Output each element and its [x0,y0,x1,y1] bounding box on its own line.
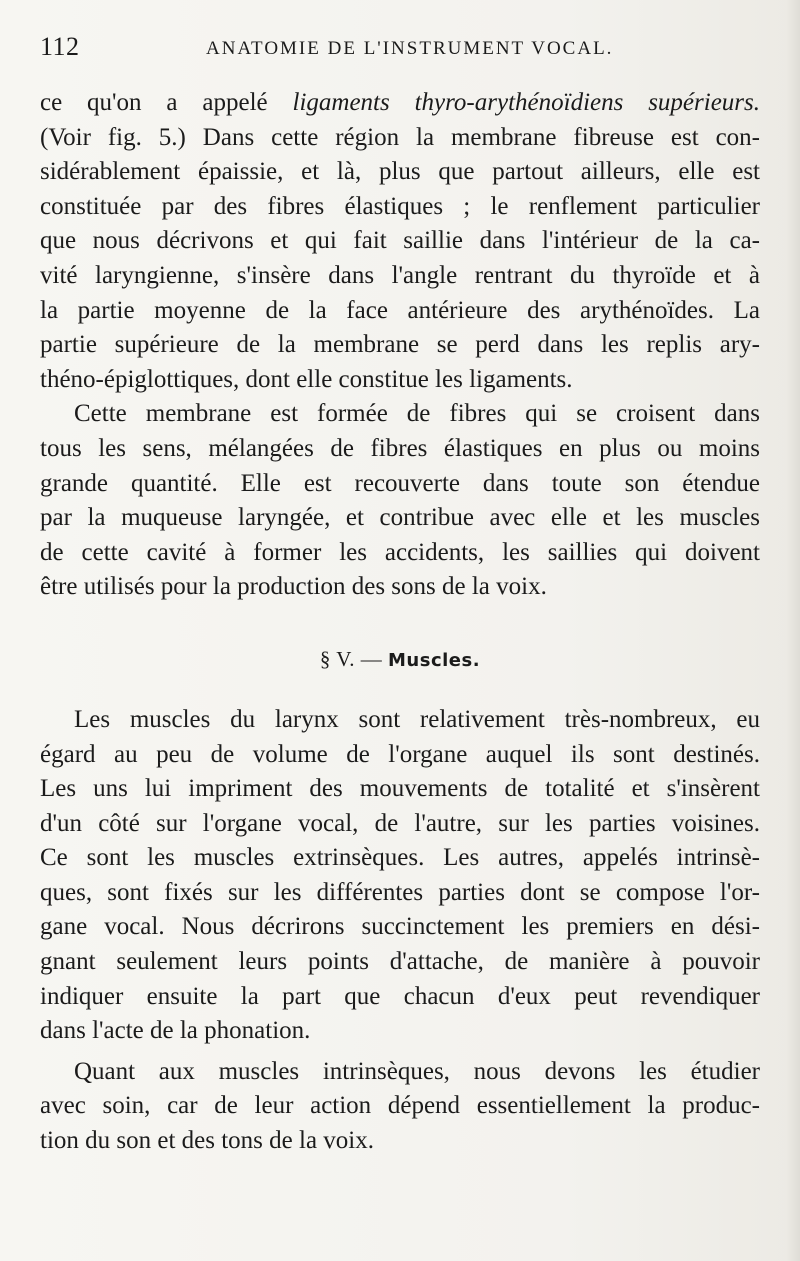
section-number: § V. — [319,646,389,671]
italic-term: ligaments thyro-arythénoïdiens supérieurs. [292,89,761,116]
text-line: tion du son et des tons de la voix. [40,1127,374,1155]
text-line: d'un côté sur l'organe vocal, de l'autre, sur les parties voisines. [40,809,760,837]
paragraph-2 [40,397,760,605]
text-line: partie supérieure de la membrane se perd dans les replis ary- [40,331,760,359]
text-line: théno-épiglottiques, dont elle constitue les ligaments. [40,365,573,393]
page-number: 112 [40,32,80,61]
text-line: par la muqueuse laryngée, et contribue avec elle et les muscles [40,504,760,532]
text-line: dans l'acte de la phonation. [40,1017,311,1045]
text-line: avec soin, car de leur action dépend essentiellement la produc- [40,1092,760,1120]
text-line: vité laryngienne, s'insère dans l'angle rentrant du thyroïde et à [40,261,760,289]
text-line: grande quantité. Elle est recouverte dans toute son étendue [40,469,760,497]
text-line: Cette membrane est formée de fibres qui se croisent dans [74,400,760,428]
section-title: Muscles. [388,649,481,671]
text-line: la partie moyenne de la face antérieure des arythénoïdes. La [40,296,760,324]
text-run: ce qu'on a appelé [40,89,293,116]
text-line: constituée par des fibres élastiques ; le renflement particulier [40,192,760,220]
text-line: être utilisés pour la production des sons de la voix. [40,573,547,601]
text-line: égard au peu de volume de l'organe auquel ils sont destinés. [40,740,760,768]
text-line [40,86,760,121]
text-line: Quant aux muscles intrinsèques, nous devons les étudier [74,1057,760,1085]
paragraph-4 [40,1055,760,1159]
text-line: (Voir fig. 5.) Dans cette région la membrane fibreuse est con- [40,123,760,151]
page-edge-shadow [786,0,800,1261]
paragraph-3 [40,703,760,1049]
paragraph-1 [40,86,760,397]
text-line: de cette cavité à former les accidents, les saillies qui doivent [40,538,760,566]
text-line: Les muscles du larynx sont relativement très-nombreux, eu [74,705,760,733]
text-line: indiquer ensuite la part que chacun d'eux peut revendiquer [40,982,760,1010]
page-header [40,32,760,72]
text-line: gane vocal. Nous décrirons succinctement les premiers en dési- [40,913,760,941]
section-heading [40,639,760,679]
text-line: gnant seulement leurs points d'attache, de manière à pouvoir [40,948,760,976]
running-head: ANATOMIE DE L'INSTRUMENT VOCAL. [206,38,614,59]
text-line: tous les sens, mélangées de fibres élastiques en plus ou moins [40,434,760,462]
text-line: que nous décrivons et qui fait saillie dans l'intérieur de la ca- [40,227,760,255]
text-line: sidérablement épaissie, et là, plus que partout ailleurs, elle est [40,158,760,186]
text-line: Les uns lui impriment des mouvements de totalité et s'insèrent [40,775,760,803]
text-line: ques, sont fixés sur les différentes parties dont se compose l'or- [40,878,760,906]
text-line: Ce sont les muscles extrinsèques. Les autres, appelés intrinsè- [40,844,760,872]
page-body [40,86,760,1159]
